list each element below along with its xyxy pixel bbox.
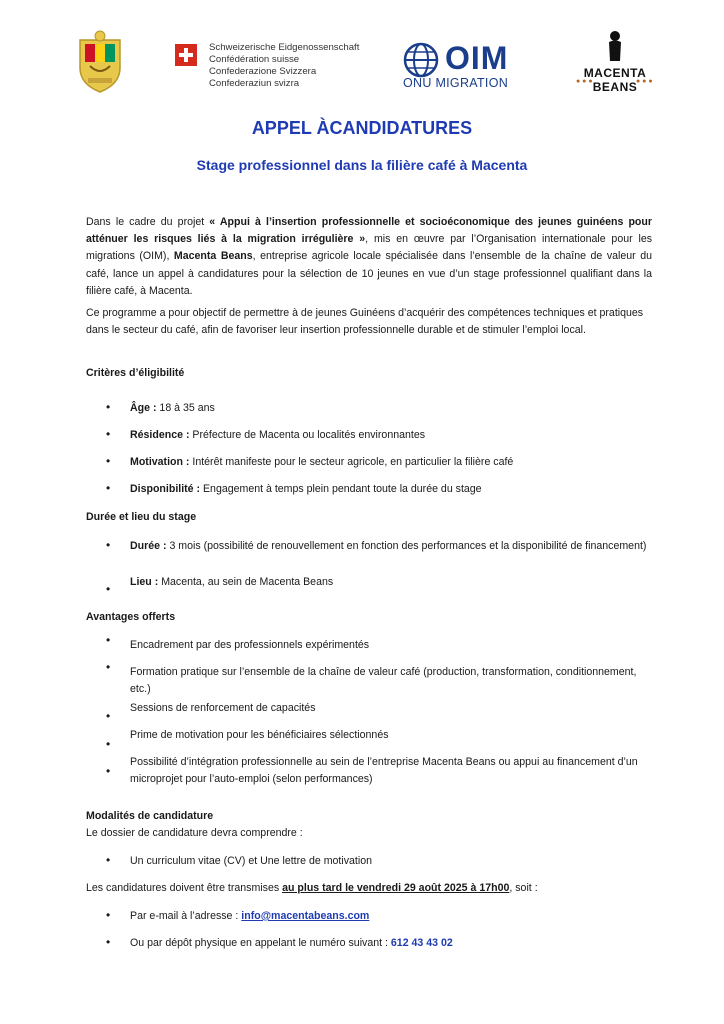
email-item: Par e-mail à l’adresse : info@macentabeans.com bbox=[130, 910, 370, 922]
email-link[interactable]: info@macentabeans.com bbox=[241, 910, 370, 922]
bullet-icon: • bbox=[106, 737, 111, 751]
dossier-item: Un curriculum vitae (CV) et Une lettre de motivation bbox=[130, 855, 372, 867]
eligibility-item: Résidence : Préfecture de Macenta ou localités environnantes bbox=[130, 429, 426, 441]
swiss-line-4: Confederaziun svizra bbox=[209, 78, 300, 89]
duration-heading: Durée et lieu du stage bbox=[86, 511, 197, 523]
bullet-icon: • bbox=[106, 538, 111, 552]
phone-number: 612 43 43 02 bbox=[390, 937, 453, 949]
bullet-icon: • bbox=[106, 582, 111, 596]
intro-paragraph: Dans le cadre du projet « Appui à l’insertion professionnelle et socioéconomique des jeunes guinéens pour atténuer les risques liés à la migration irrégulière », mis en œuvre par l’Organisation internationale pour les migrations (OIM), Macenta Beans, entreprise agricole locale spécialisée dans l’ensemble de la chaîne de valeur du café, lance un appel à candidatures pour la sélection de 10 jeunes en vue d’un stage professionnel qualifiant dans la filière café, à Macenta. bbox=[86, 216, 653, 297]
eligibility-item: Disponibilité : Engagement à temps plein pendant toute la durée du stage bbox=[130, 483, 482, 495]
macenta-beans-logo bbox=[574, 30, 656, 96]
dossier-text: Le dossier de candidature devra comprendre : bbox=[86, 827, 303, 839]
application-heading: Modalités de candidature bbox=[86, 810, 214, 822]
macenta-figure-icon bbox=[604, 30, 626, 62]
swiss-line-2: Confédération suisse bbox=[209, 54, 300, 65]
beans-text: BEANS bbox=[592, 80, 638, 94]
bean-dots-right-icon: ● ● ● bbox=[636, 78, 653, 85]
swiss-line-3: Confederazione Svizzera bbox=[209, 66, 317, 77]
page-title: APPEL ÀCANDIDATURES bbox=[251, 118, 473, 138]
benefit-item: Sessions de renforcement de capacités bbox=[130, 702, 316, 714]
duration-item: Durée : 3 mois (possibilité de renouvellement en fonction des performances et la disponibilité de financement) bbox=[130, 540, 647, 552]
bullet-icon: • bbox=[106, 400, 111, 414]
benefits-heading: Avantages offerts bbox=[86, 611, 176, 623]
benefit-item: Formation pratique sur l’ensemble de la chaîne de valeur café (production, transformation, conditionnement, etc.) bbox=[130, 666, 637, 696]
eligibility-heading: Critères d’éligibilité bbox=[86, 367, 185, 379]
eligibility-item: Motivation : Intérêt manifeste pour le secteur agricole, en particulier la filière café bbox=[130, 456, 514, 468]
bullet-icon: • bbox=[106, 853, 111, 867]
objective-paragraph: Ce programme a pour objectif de permettre à de jeunes Guinéens d’acquérir des compétences techniques et pratiques dans le secteur du café, afin de favoriser leur insertion professionnelle durable et de stimuler l’emploi local. bbox=[86, 307, 644, 337]
bullet-icon: • bbox=[106, 709, 111, 723]
bullet-icon: • bbox=[106, 633, 111, 647]
oim-logo bbox=[403, 40, 523, 92]
swiss-line-1: Schweizerische Eidgenossenschaft bbox=[209, 42, 360, 53]
benefit-item: Prime de motivation pour les bénéficiaires sélectionnés bbox=[130, 729, 389, 741]
duration-item: Lieu : Macenta, au sein de Macenta Beans bbox=[130, 576, 334, 588]
macenta-text: MACENTA bbox=[583, 66, 647, 80]
phone-item: Ou par dépôt physique en appelant le numéro suivant : 612 43 43 02 bbox=[130, 937, 453, 949]
bullet-icon: • bbox=[106, 935, 111, 949]
guinea-coat-of-arms-icon bbox=[76, 30, 124, 94]
oim-wordmark: OIM bbox=[445, 40, 509, 76]
bullet-icon: • bbox=[106, 427, 111, 441]
bullet-icon: • bbox=[106, 660, 111, 674]
swiss-flag-icon bbox=[175, 44, 197, 66]
bullet-icon: • bbox=[106, 908, 111, 922]
onu-migration-text: ONU MIGRATION bbox=[403, 76, 509, 90]
benefit-item: Encadrement par des professionnels expérimentés bbox=[130, 639, 370, 651]
eligibility-item: Âge : 18 à 35 ans bbox=[130, 402, 215, 414]
bullet-icon: • bbox=[106, 481, 111, 495]
bullet-icon: • bbox=[106, 454, 111, 468]
bullet-icon: • bbox=[106, 764, 111, 778]
bean-dots-left-icon: ● ● ● bbox=[576, 78, 593, 85]
benefit-item: Possibilité d’intégration professionnelle au sein de l’entreprise Macenta Beans ou appui au financement d’un microprojet pour l’auto-emploi (selon performances) bbox=[130, 756, 638, 786]
page-subtitle: Stage professionnel dans la filière café à Macenta bbox=[196, 157, 528, 173]
deadline-text: Les candidatures doivent être transmises au plus tard le vendredi 29 août 2025 à 17h00, soit : bbox=[86, 882, 538, 894]
iom-globe-icon bbox=[403, 42, 439, 78]
swiss-confederation-logo bbox=[175, 42, 395, 98]
